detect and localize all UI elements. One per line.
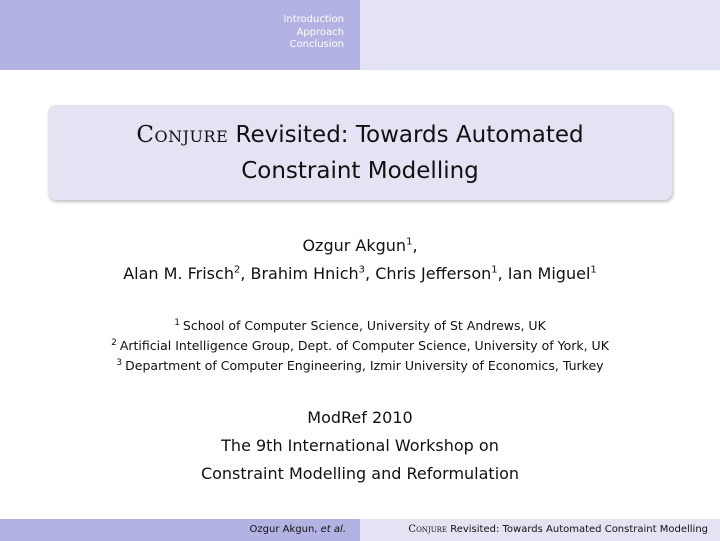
affiliation-mark: 1 [174,317,180,328]
affiliation-list [0,316,720,376]
nav-item-approach[interactable]: Approach [296,26,344,38]
title-line-1-rest: Revisited: Towards Automated [228,121,584,148]
footer-title-rest: Revisited: Towards Automated Constraint Modelling [447,524,708,535]
venue-name: ModRef 2010 [307,408,413,427]
nav-sections-panel [0,0,360,70]
affiliation-text: Artificial Intelligence Group, Dept. of Computer Science, University of York, UK [119,338,609,353]
footer-title [360,519,720,541]
footer-title-conjure: Conjure [408,524,448,535]
author-affil-mark: 1 [406,236,413,248]
venue-line-2: The 9th International Workshop on [221,436,499,455]
author-name: Ian Miguel [507,264,591,283]
author-separator: , [365,264,376,283]
affiliation-mark: 2 [111,337,117,348]
venue-line-3: Constraint Modelling and Reformulation [200,464,520,483]
author-separator: , [497,264,508,283]
venue-block [0,404,720,488]
nav-item-introduction[interactable]: Introduction [283,14,344,25]
nav-item-conclusion[interactable]: Conclusion [289,39,344,50]
title-line-2: Constraint Modelling [241,157,479,184]
author-separator: , [412,236,418,255]
title-block [48,105,672,200]
nav-section-list [283,14,344,52]
title-conjure: Conjure [136,121,229,148]
author-list [0,232,720,288]
footer-etal: et al. [320,524,346,535]
footer-author-name: Ozgur Akgun, [249,524,321,535]
author-name: Ozgur Akgun [302,236,407,255]
affiliation-mark: 3 [116,357,123,368]
nav-right-panel [360,0,720,70]
author-affil-mark: 3 [358,264,366,276]
author-separator: , [240,264,251,283]
title-line-1 [136,117,583,153]
author-name: Chris Jefferson [375,264,492,283]
author-affil-mark: 1 [590,264,597,276]
author-name: Alan M. Frisch [123,264,234,283]
affiliation-text: School of Computer Science, University of St Andrews, UK [182,318,546,333]
author-line-2 [0,260,720,288]
affiliation-text: Department of Computer Engineering, Izmir University of Economics, Turkey [125,358,604,373]
author-affil-mark: 2 [233,264,241,276]
author-affil-mark: 1 [491,264,498,276]
author-name: Brahim Hnich [250,264,359,283]
footer-author [0,519,360,541]
author-line-1 [0,232,720,260]
header-navigation-bar [0,0,720,70]
affiliation-item [0,316,720,336]
affiliation-item [0,336,720,356]
affiliation-item [0,356,720,376]
